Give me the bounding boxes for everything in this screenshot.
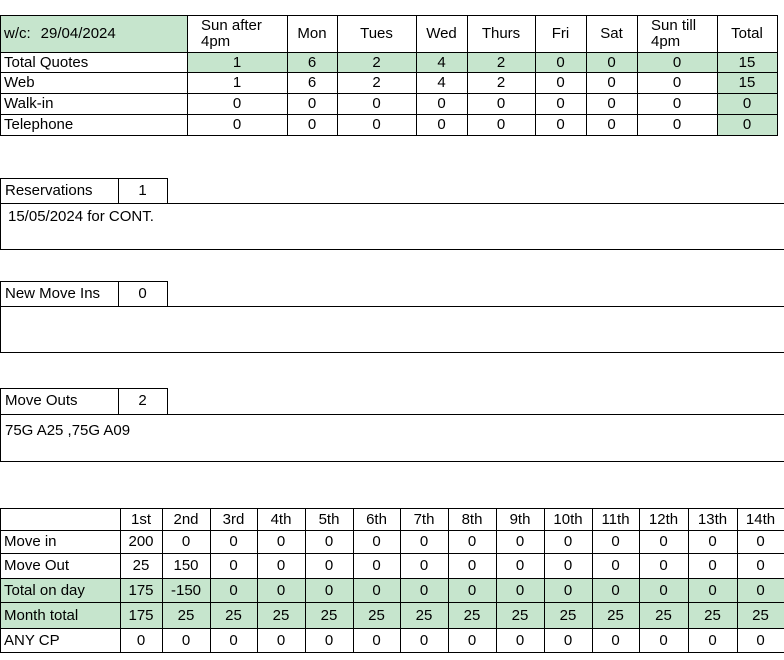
grid-line xyxy=(0,388,168,389)
quote-value: 2 xyxy=(372,74,381,91)
day-header xyxy=(187,15,287,52)
month-value: 25 xyxy=(225,606,242,624)
quote-value: 15 xyxy=(738,53,756,71)
grid-line xyxy=(353,508,354,652)
month-value: 0 xyxy=(276,581,286,599)
grid-line xyxy=(0,414,784,415)
move-outs-count: 2 xyxy=(138,391,147,409)
grid-line xyxy=(0,388,1,461)
quote-value: 0 xyxy=(307,116,317,133)
month-value: 0 xyxy=(136,631,146,649)
move-outs-label: Move Outs xyxy=(5,391,78,409)
month-value: 0 xyxy=(611,533,620,550)
month-value: 0 xyxy=(708,631,717,649)
grid-line xyxy=(0,508,784,509)
month-value: 0 xyxy=(515,557,525,574)
month-value: 25 xyxy=(415,606,433,624)
month-day-header: 9th xyxy=(509,510,531,528)
grid-line xyxy=(0,461,784,462)
week-commencing xyxy=(0,15,187,52)
day-header-text: Sun till xyxy=(651,16,697,34)
month-value: 0 xyxy=(419,533,429,550)
week-label: w/c: xyxy=(4,25,31,42)
grid-line xyxy=(0,652,784,653)
grid-line xyxy=(118,281,119,306)
month-value: 0 xyxy=(756,557,765,574)
month-value: 25 xyxy=(704,606,721,624)
month-day-header: 2nd xyxy=(173,510,199,528)
month-value: 25 xyxy=(368,606,385,624)
quote-value: 0 xyxy=(556,95,565,112)
month-day-header: 4th xyxy=(270,510,292,528)
quote-value: 0 xyxy=(556,74,565,91)
grid-line xyxy=(400,508,401,652)
quote-value: 0 xyxy=(437,116,446,133)
day-header-text: Total xyxy=(731,25,763,42)
month-value: 0 xyxy=(611,581,620,599)
quote-value: 1 xyxy=(232,74,242,91)
grid-line xyxy=(0,628,784,629)
quote-value: 2 xyxy=(496,53,506,71)
month-value: 25 xyxy=(607,606,624,624)
day-header-text: Tues xyxy=(360,25,393,42)
month-day-header: 13th xyxy=(697,510,728,528)
month-value: 0 xyxy=(229,533,238,550)
quote-value: 4 xyxy=(437,53,446,71)
grid-line xyxy=(737,508,738,652)
month-value: 0 xyxy=(229,557,238,574)
month-value: 0 xyxy=(181,533,191,550)
day-header-text: Wed xyxy=(426,25,457,42)
grid-line xyxy=(120,508,121,652)
month-value: 0 xyxy=(708,557,717,574)
quote-value: 0 xyxy=(232,95,242,112)
month-value: 0 xyxy=(419,557,429,574)
month-row-label: Move Out xyxy=(4,557,70,574)
quote-value: 0 xyxy=(556,53,565,71)
day-header-text: Sat xyxy=(600,25,623,42)
month-value: 0 xyxy=(324,581,334,599)
month-value: 0 xyxy=(659,631,668,649)
day-header xyxy=(287,15,337,52)
day-header xyxy=(717,15,777,52)
month-value: 150 xyxy=(173,557,199,574)
month-value: 25 xyxy=(320,606,338,624)
quote-value: 0 xyxy=(607,95,616,112)
grid-line xyxy=(305,508,306,652)
month-value: 25 xyxy=(559,606,577,624)
grid-line xyxy=(592,508,593,652)
month-day-header: 10th xyxy=(553,510,583,528)
grid-line xyxy=(0,578,784,579)
month-value: 25 xyxy=(752,606,769,624)
day-header-text: Thurs xyxy=(481,25,521,42)
month-value: 0 xyxy=(372,631,381,649)
month-value: 25 xyxy=(511,606,529,624)
day-header xyxy=(535,15,586,52)
quote-value: 0 xyxy=(672,53,682,71)
month-value: 25 xyxy=(272,606,290,624)
month-row-label: Move in xyxy=(4,533,57,550)
quote-value: 0 xyxy=(372,95,381,112)
quote-value: 0 xyxy=(607,116,616,133)
reservations-label: Reservations xyxy=(5,181,93,199)
month-value: 0 xyxy=(756,533,765,550)
quote-value: 0 xyxy=(232,116,242,133)
month-value: 0 xyxy=(563,533,573,550)
month-value: 0 xyxy=(659,533,668,550)
grid-line xyxy=(0,178,168,179)
grid-line xyxy=(448,508,449,652)
grid-line xyxy=(639,508,640,652)
grid-line xyxy=(167,281,168,306)
grid-line xyxy=(0,135,778,136)
grid-line xyxy=(162,508,163,652)
grid-line xyxy=(187,15,188,135)
month-value: 0 xyxy=(611,631,620,649)
quote-value: 0 xyxy=(742,95,752,112)
grid-line xyxy=(0,352,784,353)
month-day-header: 12th xyxy=(648,510,679,528)
month-value: 0 xyxy=(324,557,334,574)
grid-line xyxy=(118,178,119,203)
month-day-header: 8th xyxy=(461,510,483,528)
month-day-header: 6th xyxy=(366,510,387,528)
day-header-text: 4pm xyxy=(201,32,231,50)
month-value: 0 xyxy=(659,581,668,599)
month-value: 0 xyxy=(276,533,286,550)
month-value: 0 xyxy=(419,631,429,649)
reservations-count: 1 xyxy=(138,181,147,199)
month-day-header: 3rd xyxy=(222,510,245,528)
month-value: 0 xyxy=(611,557,620,574)
quote-value: 0 xyxy=(372,116,381,133)
grid-line xyxy=(210,508,211,652)
quote-row-label: Total Quotes xyxy=(4,53,89,71)
month-value: 0 xyxy=(467,631,477,649)
quote-value: 0 xyxy=(672,116,682,133)
grid-line xyxy=(0,530,784,531)
month-value: 0 xyxy=(467,533,477,550)
grid-line xyxy=(586,15,587,135)
grid-line xyxy=(257,508,258,652)
month-value: 0 xyxy=(659,557,668,574)
month-value: 0 xyxy=(372,581,381,599)
month-value: 175 xyxy=(128,606,154,624)
grid-line xyxy=(0,114,778,115)
month-value: 0 xyxy=(756,581,765,599)
grid-line xyxy=(0,508,1,652)
month-value: 0 xyxy=(563,631,573,649)
month-value: 0 xyxy=(181,631,191,649)
day-header xyxy=(467,15,535,52)
month-value: 0 xyxy=(372,533,381,550)
month-value: 0 xyxy=(515,533,525,550)
month-value: -150 xyxy=(170,581,202,599)
month-value: 0 xyxy=(229,581,238,599)
grid-line xyxy=(167,388,168,414)
grid-line xyxy=(287,15,288,135)
grid-line xyxy=(535,15,536,135)
grid-line xyxy=(496,508,497,652)
month-value: 0 xyxy=(324,533,334,550)
grid-line xyxy=(0,249,784,250)
new-move-ins-label: New Move Ins xyxy=(5,284,101,302)
month-value: 0 xyxy=(276,557,286,574)
day-header xyxy=(337,15,416,52)
grid-line xyxy=(416,15,417,135)
quote-value: 0 xyxy=(742,116,752,133)
month-value: 0 xyxy=(515,581,525,599)
quote-value: 0 xyxy=(307,95,317,112)
quote-value: 15 xyxy=(738,74,756,91)
grid-line xyxy=(0,15,778,16)
move-outs-note: 75G A25 ,75G A09 xyxy=(5,421,131,439)
month-value: 0 xyxy=(372,557,381,574)
quote-value: 0 xyxy=(437,95,446,112)
quote-value: 2 xyxy=(372,53,381,71)
month-value: 0 xyxy=(467,581,477,599)
grid-line xyxy=(467,15,468,135)
month-value: 200 xyxy=(128,533,154,550)
grid-line xyxy=(337,15,338,135)
month-value: 25 xyxy=(177,606,195,624)
day-header-text: Fri xyxy=(551,25,570,42)
month-value: 25 xyxy=(132,557,150,574)
month-value: 0 xyxy=(563,581,573,599)
quote-row-label: Telephone xyxy=(4,116,74,133)
quote-value: 1 xyxy=(232,53,242,71)
grid-line xyxy=(637,15,638,135)
day-header-text: Sun after xyxy=(201,16,262,34)
grid-line xyxy=(0,93,778,94)
day-header-text: Mon xyxy=(297,25,327,42)
month-value: 0 xyxy=(708,581,717,599)
grid-line xyxy=(118,388,119,414)
month-day-header: 1st xyxy=(130,510,151,528)
month-value: 0 xyxy=(563,557,573,574)
quote-value: 0 xyxy=(672,74,682,91)
month-value: 0 xyxy=(324,631,334,649)
month-value: 0 xyxy=(708,533,717,550)
quote-row-label: Walk-in xyxy=(4,95,54,112)
grid-line xyxy=(0,15,1,135)
day-header xyxy=(416,15,467,52)
month-row-label: ANY CP xyxy=(4,631,60,649)
day-header xyxy=(586,15,637,52)
grid-line xyxy=(777,15,778,135)
month-value: 0 xyxy=(756,631,765,649)
new-move-ins-note xyxy=(4,307,764,331)
quote-value: 0 xyxy=(672,95,682,112)
grid-line xyxy=(0,203,784,204)
grid-line xyxy=(0,553,784,554)
grid-line xyxy=(0,281,168,282)
month-value: 0 xyxy=(419,581,429,599)
month-day-header: 5th xyxy=(318,510,340,528)
grid-line xyxy=(0,72,778,73)
month-day-header: 14th xyxy=(745,510,776,528)
month-value: 0 xyxy=(467,557,477,574)
month-row-label: Total on day xyxy=(4,581,85,599)
reservations-note: 15/05/2024 for CONT. xyxy=(8,207,154,225)
quote-value: 0 xyxy=(556,116,565,133)
quote-value: 2 xyxy=(496,74,506,91)
quote-value: 6 xyxy=(307,74,317,91)
week-date: 29/04/2024 xyxy=(40,25,116,42)
month-value: 175 xyxy=(128,581,154,599)
grid-line xyxy=(0,306,784,307)
new-move-ins-count: 0 xyxy=(138,284,147,302)
quote-value: 0 xyxy=(607,74,616,91)
quote-value: 0 xyxy=(496,95,506,112)
quote-value: 4 xyxy=(437,74,446,91)
month-value: 0 xyxy=(515,631,525,649)
day-header xyxy=(637,15,717,52)
quote-value: 0 xyxy=(607,53,616,71)
quote-value: 6 xyxy=(307,53,317,71)
grid-line xyxy=(0,602,784,603)
grid-line xyxy=(0,178,1,249)
grid-line xyxy=(544,508,545,652)
grid-line xyxy=(717,15,718,135)
month-day-header: 11th xyxy=(601,510,630,528)
quote-value: 0 xyxy=(496,116,506,133)
month-value: 25 xyxy=(655,606,672,624)
month-value: 0 xyxy=(229,631,238,649)
grid-line xyxy=(0,52,778,53)
month-value: 0 xyxy=(276,631,286,649)
grid-line xyxy=(167,178,168,203)
month-value: 25 xyxy=(463,606,481,624)
day-header-text: 4pm xyxy=(651,32,681,50)
quote-row-label: Web xyxy=(4,74,35,91)
month-row-label: Month total xyxy=(4,606,79,624)
grid-line xyxy=(688,508,689,652)
grid-line xyxy=(0,281,1,352)
month-day-header: 7th xyxy=(413,510,435,528)
